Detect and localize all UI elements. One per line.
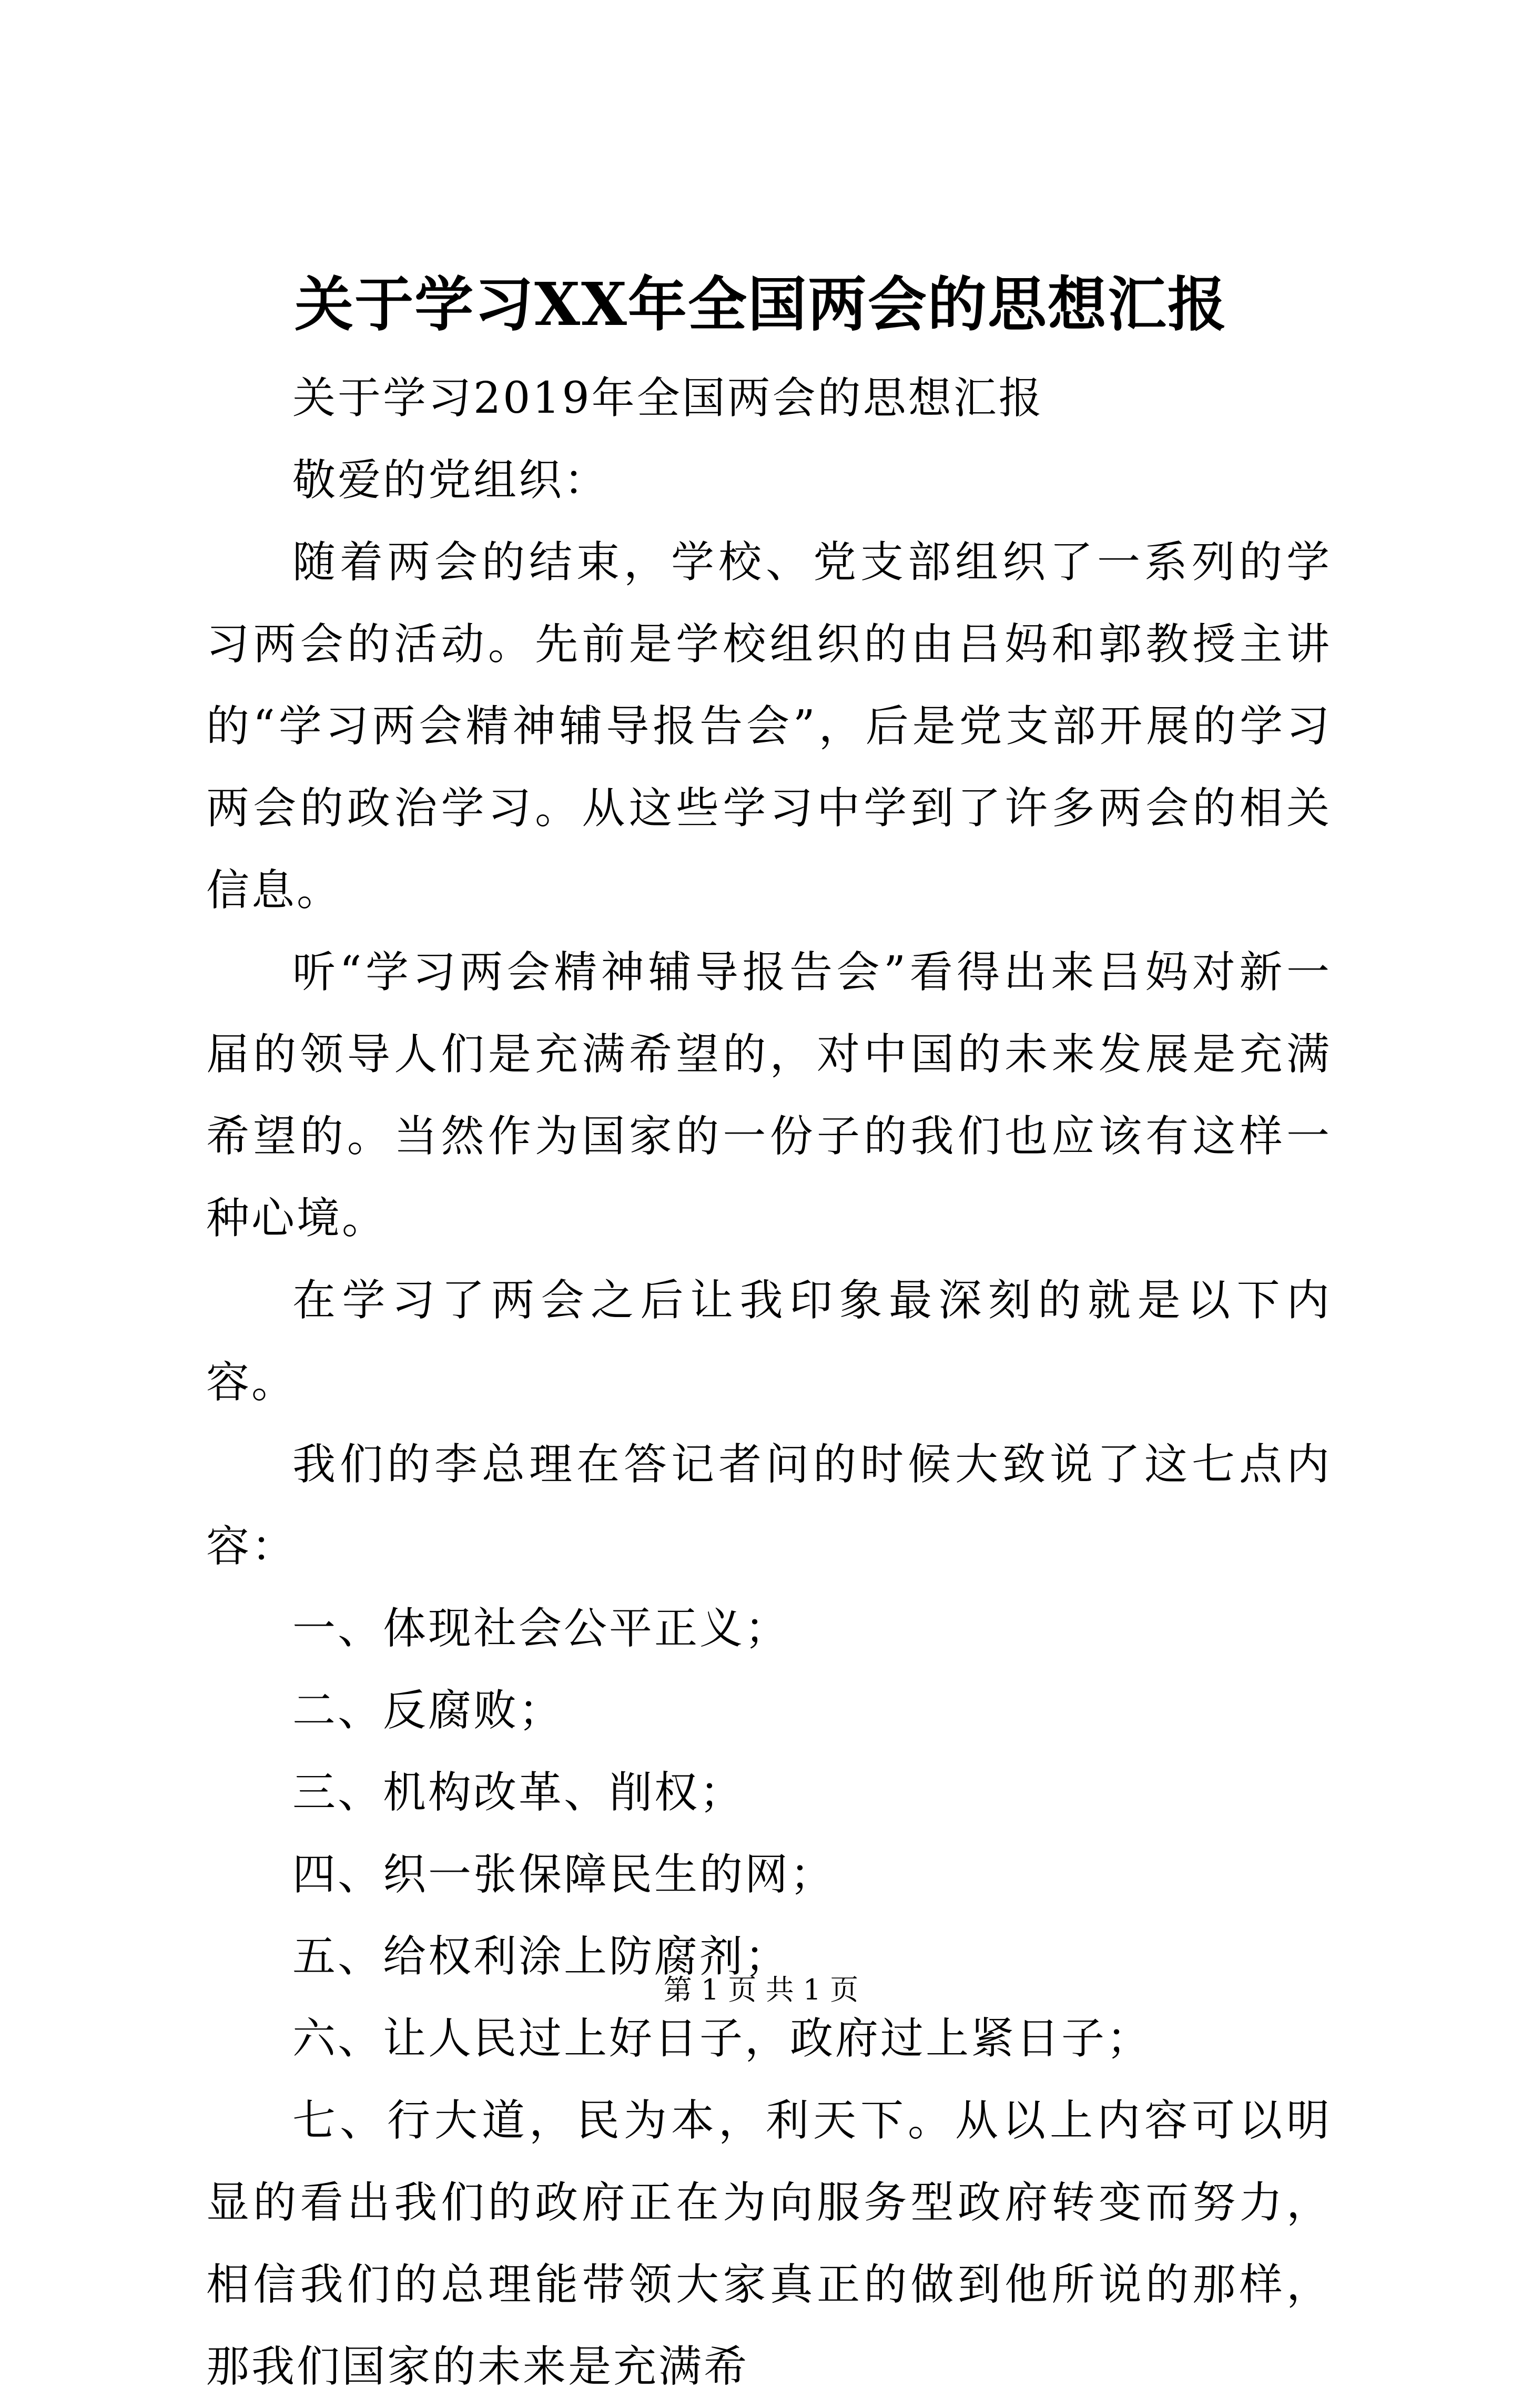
paragraph-subtitle: 关于学习2019年全国两会的思想汇报 <box>292 373 1044 423</box>
list-item: 四、织一张保障民生的网； <box>292 1850 836 1900</box>
list-item: 七、行大道，民为本，利天下。从以上内容可以明显的看出我们的政府正在为向服务型政府转变而努力，相信我们的总理能带领大家真正的做到他所说的那样，那我们国家的未来是充满希 <box>206 2096 1332 2392</box>
list-item: 二、反腐败； <box>292 1686 564 1736</box>
page-number-footer: 第 1 页 共 1 页 <box>663 1973 859 2006</box>
document-body <box>206 358 1332 2408</box>
paragraph: 随着两会的结束，学校、党支部组织了一系列的学习两会的活动。先前是学校组织的由吕妈和郭教授主讲的“学习两会精神辅导报告会”，后是党支部开展的学习两会的政治学习。从这些学习中学到了许多两会的相关信息。 <box>206 537 1332 915</box>
paragraph-salutation: 敬爱的党组织： <box>292 455 610 505</box>
list-item: 六、让人民过上好日子，政府过上紧日子； <box>292 2014 1152 2064</box>
list-item: 一、体现社会公平正义； <box>292 1604 790 1654</box>
paragraph: 听“学习两会精神辅导报告会”看得出来吕妈对新一届的领导人们是充满希望的，对中国的未来发展是充满希望的。当然作为国家的一份子的我们也应该有这样一种心境。 <box>206 947 1332 1243</box>
paragraph: 在学习了两会之后让我印象最深刻的就是以下内容。 <box>206 1276 1332 1407</box>
paragraph: 我们的李总理在答记者问的时候大致说了这七点内容： <box>206 1440 1332 1572</box>
list-item: 五、给权利涂上防腐剂； <box>292 1932 790 1982</box>
list-item: 三、机构改革、削权； <box>292 1768 745 1818</box>
document-title: 关于学习XX年全国两会的思想汇报 <box>295 270 1227 339</box>
